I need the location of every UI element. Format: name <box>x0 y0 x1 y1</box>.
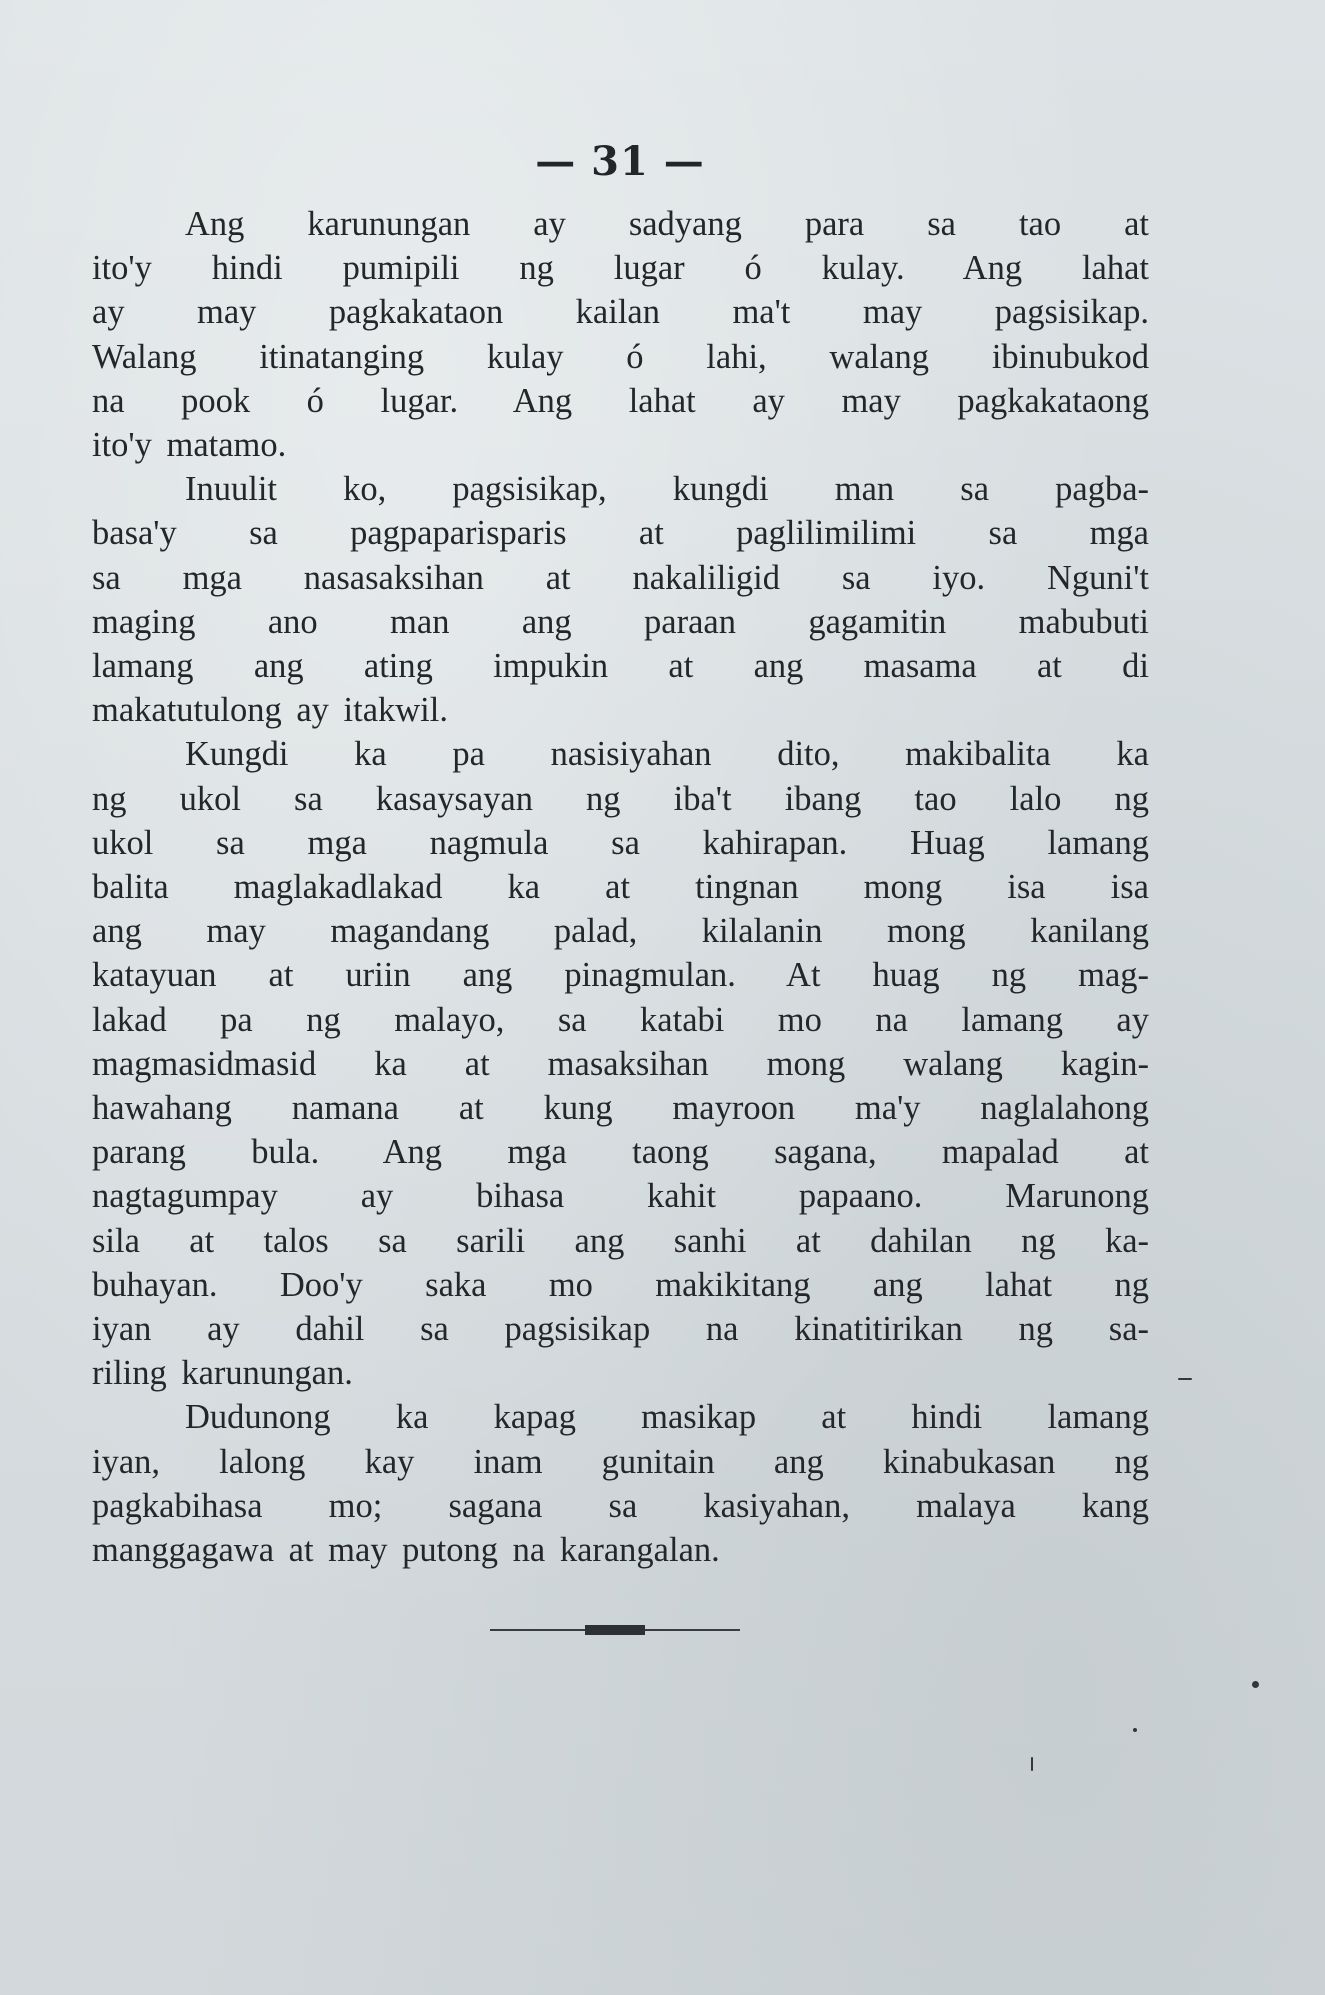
text-line: sila at talos sa sarili ang sanhi at dahilan ng ka- <box>92 1221 1149 1260</box>
section-end-rule <box>490 1624 740 1636</box>
text-line: lamang ang ating impukin at ang masama at di <box>92 647 1149 686</box>
text-line: iyan, lalong kay inam gunitain ang kinabukasan ng <box>92 1442 1149 1481</box>
text-line: hawahang namana at kung mayroon ma'y naglalahong <box>92 1089 1149 1128</box>
text-line: ay may pagkakataon kailan ma't may pagsisikap. <box>92 293 1149 332</box>
body-text <box>92 202 1149 1572</box>
paper-speck <box>1178 1378 1192 1380</box>
text-line: katayuan at uriin ang pinagmulan. At huag ng mag- <box>92 956 1149 995</box>
rule-center-bar <box>585 1625 645 1635</box>
text-line: Ang karunungan ay sadyang para sa tao at <box>185 205 1149 243</box>
text-line: Dudunong ka kapag masikap at hindi lamang <box>185 1398 1149 1437</box>
text-line: ukol sa mga nagmula sa kahirapan. Huag lamang <box>92 823 1149 862</box>
text-line: Inuulit ko, pagsisikap, kungdi man sa pagba- <box>185 470 1149 509</box>
text-line: magmasidmasid ka at masaksihan mong walang kagin- <box>92 1044 1149 1083</box>
text-line: ng ukol sa kasaysayan ng iba't ibang tao lalo ng <box>92 779 1149 818</box>
text-line: makatutulong ay itakwil. <box>92 691 448 730</box>
text-line: nagtagumpay ay bihasa kahit papaano. Marunong <box>92 1177 1149 1216</box>
page-number: — 31 — <box>535 138 705 185</box>
paper-speck <box>1133 1728 1137 1732</box>
text-line: parang bula. Ang mga taong sagana, mapalad at <box>92 1133 1149 1172</box>
text-line: basa'y sa pagpaparisparis at paglilimilimi sa mga <box>92 514 1149 553</box>
text-line: ito'y matamo. <box>92 426 287 465</box>
text-line: maging ano man ang paraan gagamitin mabubuti <box>92 602 1149 641</box>
text-line: riling karunungan. <box>92 1354 353 1393</box>
text-line: Walang itinatanging kulay ó lahi, walang ibinubukod <box>92 337 1149 376</box>
text-line: pagkabihasa mo; sagana sa kasiyahan, malaya kang <box>92 1486 1149 1525</box>
text-line: na pook ó lugar. Ang lahat ay may pagkakataong <box>92 381 1149 420</box>
text-line: manggagawa at may putong na karangalan. <box>92 1531 720 1570</box>
paper-speck <box>1252 1681 1259 1688</box>
text-line: ang may magandang palad, kilalanin mong kanilang <box>92 912 1149 951</box>
text-line: Kungdi ka pa nasisiyahan dito, makibalita ka <box>185 735 1149 774</box>
text-line: iyan ay dahil sa pagsisikap na kinatitirikan ng sa- <box>92 1310 1149 1349</box>
text-line: ito'y hindi pumipili ng lugar ó kulay. Ang lahat <box>92 249 1149 288</box>
text-line: buhayan. Doo'y saka mo makikitang ang lahat ng <box>92 1265 1149 1304</box>
text-line: lakad pa ng malayo, sa katabi mo na lamang ay <box>92 1000 1149 1039</box>
paper-speck <box>1031 1757 1033 1771</box>
text-line: balita maglakadlakad ka at tingnan mong isa isa <box>92 868 1149 907</box>
text-line: sa mga nasasaksihan at nakaliligid sa iyo. Nguni't <box>92 558 1149 597</box>
